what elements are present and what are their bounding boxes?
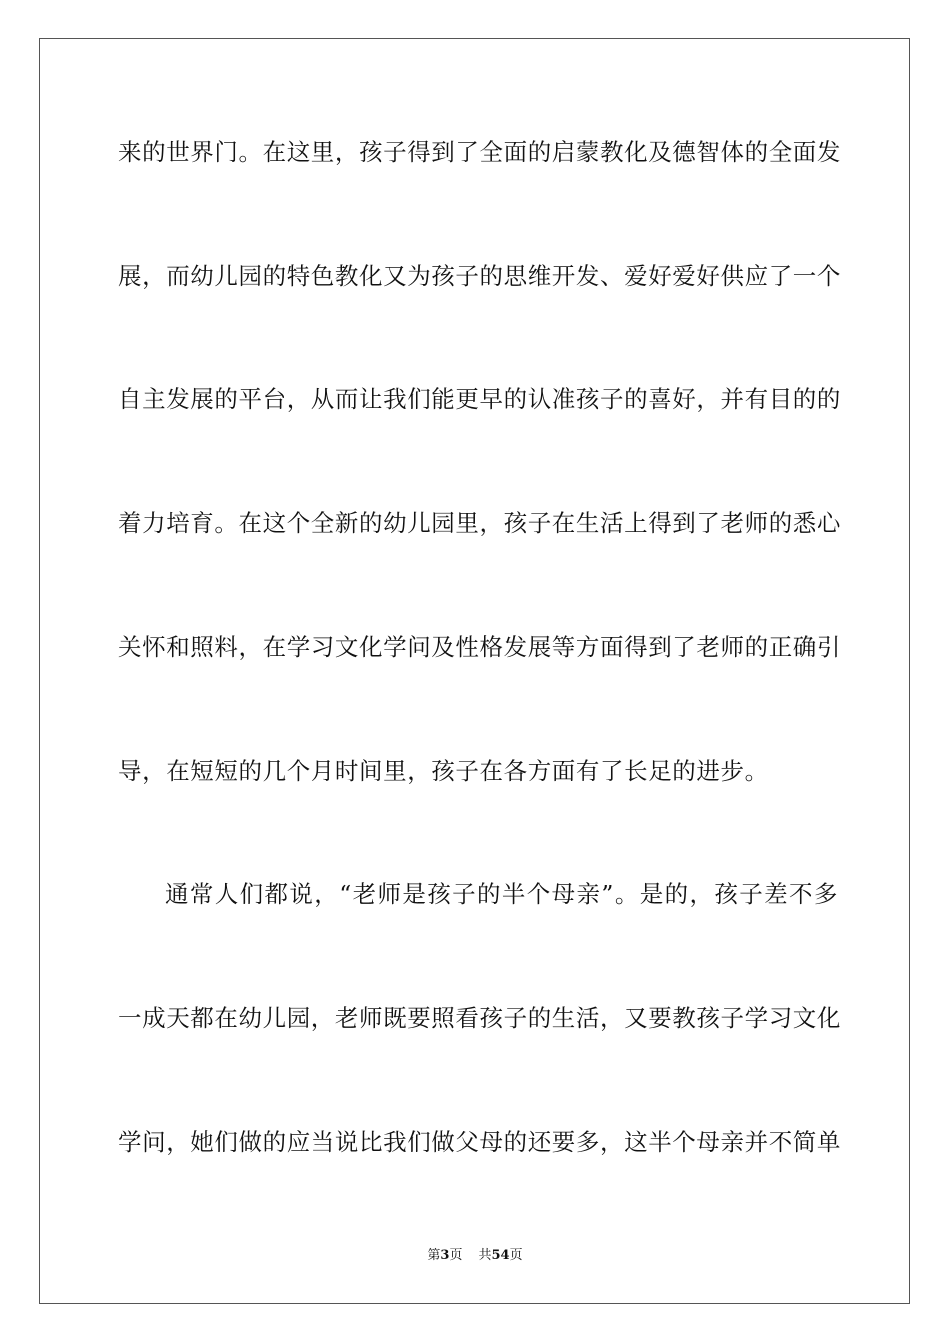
body-line-1: 来的世界门。在这里，孩子得到了全面的启蒙教化及德智体的全面发 xyxy=(118,138,841,166)
body-line-2: 展，而幼儿园的特色教化又为孩子的思维开发、爱好爱好供应了一个 xyxy=(118,262,841,290)
body-line-7-paragraph-start: 通常人们都说，“老师是孩子的半个母亲”。是的，孩子差不多 xyxy=(165,880,838,908)
page-footer xyxy=(0,1247,950,1265)
total-prefix: 共 xyxy=(478,1248,492,1263)
body-line-3: 自主发展的平台，从而让我们能更早的认准孩子的喜好，并有目的的 xyxy=(118,385,841,413)
page-border xyxy=(39,38,910,1304)
body-line-5: 关怀和照料，在学习文化学问及性格发展等方面得到了老师的正确引 xyxy=(118,633,841,661)
body-line-8: 一成天都在幼儿园，老师既要照看孩子的生活，又要教孩子学习文化 xyxy=(118,1004,841,1032)
page-number: 3 xyxy=(440,1248,450,1263)
body-line-9: 学问，她们做的应当说比我们做父母的还要多，这半个母亲并不简单 xyxy=(118,1128,841,1156)
total-pages: 54 xyxy=(491,1248,510,1263)
body-line-4: 着力培育。在这个全新的幼儿园里，孩子在生活上得到了老师的悉心 xyxy=(118,509,841,537)
total-suffix: 页 xyxy=(509,1248,523,1263)
page-suffix: 页 xyxy=(449,1248,463,1263)
page-prefix: 第 xyxy=(427,1248,441,1263)
body-line-6: 导，在短短的几个月时间里，孩子在各方面有了长足的进步。 xyxy=(118,757,769,785)
